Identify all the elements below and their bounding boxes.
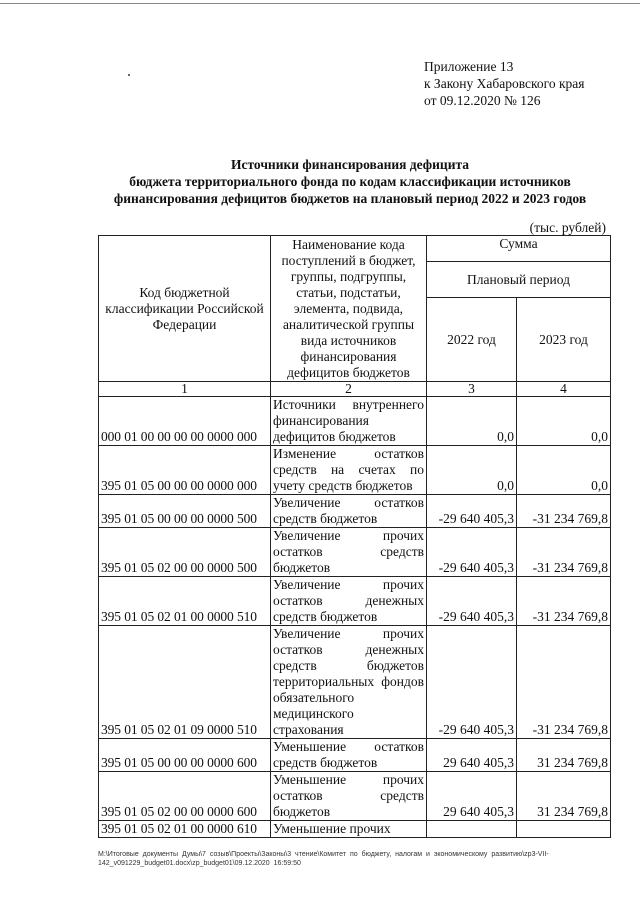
row-value-2023: -31 234 769,8 — [517, 577, 611, 626]
row-value-2022 — [427, 821, 517, 838]
title-line-1: Источники финансирования дефицита — [230, 157, 470, 172]
row-code: 395 01 05 02 00 00 0000 500 — [99, 528, 271, 577]
annex-law: к Закону Хабаровского края — [424, 76, 585, 91]
row-value-2022: 29 640 405,3 — [427, 739, 517, 772]
row-code: 395 01 05 02 01 00 0000 610 — [99, 821, 271, 838]
header-code: Код бюджетной классификации Российской Федерации — [99, 236, 271, 382]
column-number: 1 — [99, 382, 271, 397]
row-value-2023: 0,0 — [517, 397, 611, 446]
file-path-footer — [98, 850, 610, 868]
row-value-2022: 0,0 — [427, 397, 517, 446]
row-code: 395 01 05 00 00 00 0000 600 — [99, 739, 271, 772]
header-name: Наименование кода поступлений в бюджет, группы, подгруппы, статьи, подстатьи, элемента, подвида, аналитической группы вида источников финансирования дефицитов бюджетов — [271, 236, 427, 382]
title-line-3: финансирования дефицитов бюджетов на плановый период 2022 и 2023 годов — [113, 191, 587, 206]
table-row — [99, 739, 611, 772]
footer-line-1: M:\Итоговые документы Думы\7 созыв\Проекты\Законы\3 чтение\Комитет по бюджету, налогам и экономическому развитию\zp3-VII- — [98, 851, 549, 858]
row-value-2022: -29 640 405,3 — [427, 528, 517, 577]
header-sum: Сумма — [427, 236, 611, 262]
row-name: Увеличение остатков средств бюджетов — [271, 495, 427, 528]
table-row — [99, 495, 611, 528]
row-value-2023: 31 234 769,8 — [517, 739, 611, 772]
row-code: 395 01 05 02 01 00 0000 510 — [99, 577, 271, 626]
row-value-2022: -29 640 405,3 — [427, 626, 517, 739]
top-border-line — [0, 3, 640, 4]
row-code: 395 01 05 02 01 09 0000 510 — [99, 626, 271, 739]
column-number: 4 — [517, 382, 611, 397]
row-value-2022: -29 640 405,3 — [427, 495, 517, 528]
annex-block — [424, 58, 585, 109]
annex-date: от 09.12.2020 № 126 — [424, 93, 541, 108]
title-line-2: бюджета территориального фонда по кодам классификации источников — [129, 174, 571, 189]
row-name: Увеличение прочих остатков денежных средств бюджетов — [271, 577, 427, 626]
row-value-2023: -31 234 769,8 — [517, 495, 611, 528]
row-value-2022: 0,0 — [427, 446, 517, 495]
sources-table — [98, 235, 611, 838]
row-code: 395 01 05 02 00 00 0000 600 — [99, 772, 271, 821]
table-row — [99, 577, 611, 626]
table-row — [99, 397, 611, 446]
document-title — [90, 156, 610, 207]
row-code: 395 01 05 00 00 00 0000 500 — [99, 495, 271, 528]
table-row — [99, 626, 611, 739]
row-name: Изменение остатков средств на счетах по учету средств бюджетов — [271, 446, 427, 495]
column-number: 3 — [427, 382, 517, 397]
footer-line-2: 142_v091229_budget01.docx\zp_budget01\09.12.2020 16:59:50 — [98, 860, 301, 867]
row-name: Источники внутреннего финансирования дефицитов бюджетов — [271, 397, 427, 446]
annex-number: Приложение 13 — [424, 59, 514, 74]
row-name: Увеличение прочих остатков денежных средств бюджетов территориальных фондов обязательного медицинского страхования — [271, 626, 427, 739]
header-year-2023: 2023 год — [517, 298, 611, 382]
header-period: Плановый период — [427, 262, 611, 298]
row-value-2023: -31 234 769,8 — [517, 626, 611, 739]
row-value-2023: -31 234 769,8 — [517, 528, 611, 577]
row-value-2022: 29 640 405,3 — [427, 772, 517, 821]
table-row — [99, 821, 611, 838]
table-row — [99, 772, 611, 821]
header-year-2022: 2022 год — [427, 298, 517, 382]
row-name: Уменьшение остатков средств бюджетов — [271, 739, 427, 772]
column-number: 2 — [271, 382, 427, 397]
row-code: 395 01 05 00 00 00 0000 000 — [99, 446, 271, 495]
row-code: 000 01 00 00 00 00 0000 000 — [99, 397, 271, 446]
row-name: Уменьшение прочих — [271, 821, 427, 838]
row-value-2022: -29 640 405,3 — [427, 577, 517, 626]
row-name: Уменьшение прочих остатков средств бюджетов — [271, 772, 427, 821]
row-value-2023 — [517, 821, 611, 838]
table-row — [99, 446, 611, 495]
scan-speck — [128, 74, 130, 76]
row-value-2023: 0,0 — [517, 446, 611, 495]
row-name: Увеличение прочих остатков средств бюджетов — [271, 528, 427, 577]
units-label: (тыс. рублей) — [529, 220, 606, 235]
table-row — [99, 528, 611, 577]
column-numbers-row — [99, 382, 611, 397]
row-value-2023: 31 234 769,8 — [517, 772, 611, 821]
